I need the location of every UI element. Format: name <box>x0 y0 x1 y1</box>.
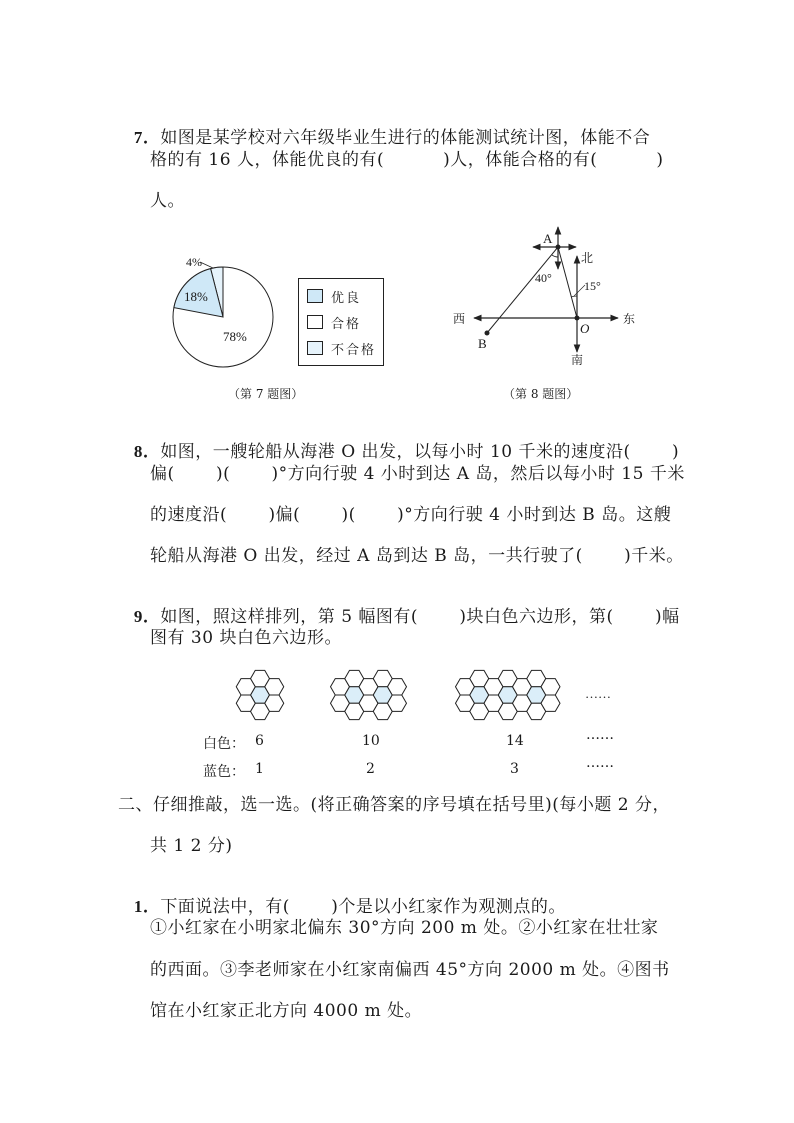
q8-number: 8． <box>133 442 161 461</box>
q9-line-1: 9．如图，照这样排列，第 5 幅图有( )块白色六边形，第( )幅 <box>133 607 680 627</box>
angle-15: 15° <box>584 279 601 293</box>
label-A: A <box>543 231 553 246</box>
q8-line-1: 8．如图，一艘轮船从海港 O 出发，以每小时 10 千米的速度沿( ) <box>133 442 680 462</box>
blue-count-3: 3 <box>510 761 519 777</box>
section2-heading-line-2: 共 1 2 分) <box>150 836 233 856</box>
q8-line-2: 偏( )( )°方向行驶 4 小时到达 A 岛，然后以每小时 15 千米 <box>150 464 685 484</box>
hex-figure-2 <box>331 670 407 719</box>
s2q1-options-line-3: 馆在小红家正北方向 4000 m 处。 <box>150 1001 423 1021</box>
hexagon-pattern-figures <box>220 666 620 726</box>
blue-row-label: 蓝色： <box>203 764 245 780</box>
white-count-1: 6 <box>255 733 264 749</box>
fig8-caption: （第 8 题图） <box>503 387 579 401</box>
label-B: B <box>478 336 487 351</box>
label-north: 北 <box>581 251 594 265</box>
legend-item-excellent: 优良 <box>307 288 361 304</box>
q9-line-2: 图有 30 块白色六边形。 <box>150 628 342 648</box>
legend-swatch-qualified <box>307 315 323 329</box>
legend-item-unqualified: 不合格 <box>307 340 376 356</box>
pie-label-18: 18% <box>184 289 208 304</box>
hex-figure-1 <box>236 670 284 719</box>
direction-diagram <box>445 222 645 372</box>
white-count-2: 10 <box>362 733 380 749</box>
q8-line-4: 轮船从海港 O 出发，经过 A 岛到达 B 岛，一共行驶了( )千米。 <box>150 546 684 566</box>
s2q1-options-line-2: 的西面。③李老师家在小红家南偏西 45°方向 2000 m 处。④图书 <box>150 960 670 980</box>
point-O <box>575 316 580 321</box>
hex-ellipsis-figures: …… <box>585 686 611 701</box>
white-count-ellipsis: …… <box>586 727 614 743</box>
white-count-3: 14 <box>506 733 524 749</box>
label-O: O <box>580 321 590 336</box>
s2q1-options-line-1: ①小红家在小明家北偏东 30°方向 200 m 处。②小红家在壮壮家 <box>150 918 659 938</box>
q9-number: 9． <box>133 607 161 626</box>
legend-item-qualified: 合格 <box>307 314 361 330</box>
point-B <box>485 331 490 336</box>
pie-chart <box>165 250 285 400</box>
legend-swatch-excellent <box>307 289 323 303</box>
q7-line-1: 7．如图是某学校对六年级毕业生进行的体能测试统计图，体能不合 <box>133 128 651 148</box>
s2q1-stem: 1．下面说法中，有( )个是以小红家作为观测点的。 <box>133 897 566 917</box>
q7-line-3: 人。 <box>150 191 185 211</box>
blue-count-ellipsis: …… <box>586 755 614 771</box>
pie-legend <box>298 278 384 366</box>
pie-label-78: 78% <box>223 329 247 344</box>
point-A <box>556 245 561 250</box>
label-south: 南 <box>571 353 584 367</box>
q7-line-2: 格的有 16 人，体能优良的有( )人，体能合格的有( ) <box>150 150 664 170</box>
hex-figure-3 <box>456 670 561 719</box>
white-row-label: 白色： <box>203 736 245 752</box>
blue-count-1: 1 <box>255 761 264 777</box>
angle-40: 40° <box>535 271 552 285</box>
legend-swatch-unqualified <box>307 341 323 355</box>
q7-number: 7． <box>133 128 161 147</box>
label-east: 东 <box>623 312 636 326</box>
label-west: 西 <box>453 312 466 326</box>
s2q1-number: 1． <box>133 897 161 916</box>
pie-label-4: 4% <box>186 255 202 269</box>
fig7-caption: （第 7 题图） <box>228 387 304 401</box>
q8-line-3: 的速度沿( )偏( )( )°方向行驶 4 小时到达 B 岛。这艘 <box>150 505 672 525</box>
section2-heading-line-1: 二、仔细推敲，选一选。(将正确答案的序号填在括号里)(每小题 2 分， <box>118 795 671 815</box>
blue-count-2: 2 <box>366 761 375 777</box>
